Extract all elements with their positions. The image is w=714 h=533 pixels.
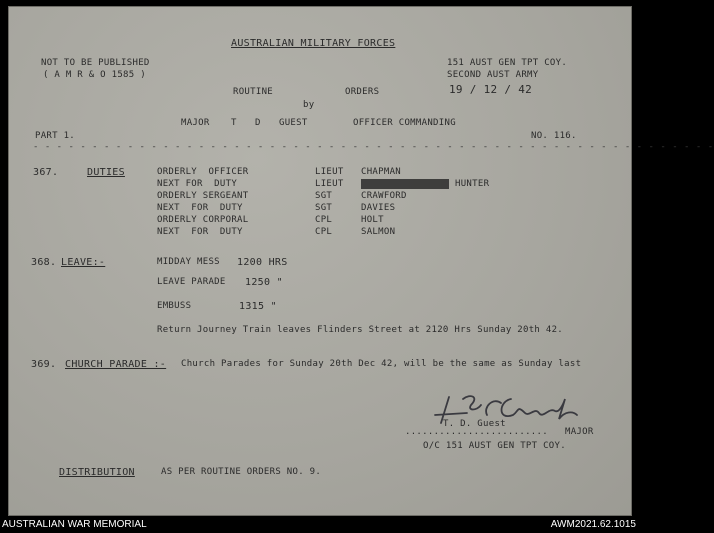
duty-name: CHAPMAN [361, 167, 402, 177]
document-page [8, 6, 714, 516]
leave-item-value: 1315 " [239, 301, 277, 312]
church-title: CHURCH PARADE :- [65, 359, 167, 370]
leave-note: Return Journey Train leaves Flinders Street at 2120 Hrs Sunday 20th 42. [157, 325, 564, 335]
by-label: by [303, 100, 315, 110]
separator-line: - - - - - - - - - - - - - - - - - - - - - - - - - - - - - - - - - - - - - - - - - - - - - - - - - - - - - - - - - - [33, 142, 714, 152]
distribution-text: AS PER ROUTINE ORDERS NO. 9. [161, 467, 322, 477]
order-number: NO. 116. [531, 131, 577, 141]
duty-name: SALMON [361, 227, 396, 237]
duty-role: ORDERLY CORPORAL [157, 215, 249, 225]
duty-name: DAVIES [361, 203, 396, 213]
leave-item-label: MIDDAY MESS [157, 257, 220, 267]
leave-item-label: EMBUSS [157, 301, 192, 311]
unit-name: 151 AUST GEN TPT COY. [447, 58, 568, 68]
amr-reference: ( A M R & O 1585 ) [43, 70, 146, 80]
leave-item-value: 1200 HRS [237, 257, 288, 268]
officer-commanding-label: OFFICER COMMANDING [353, 118, 456, 128]
force-heading: AUSTRALIAN MILITARY FORCES [231, 38, 396, 49]
signature-dot-line: ......................... [405, 427, 548, 437]
duty-role: NEXT FOR DUTY [157, 203, 243, 213]
church-number: 369. [31, 359, 57, 370]
signatory-unit: O/C 151 AUST GEN TPT COY. [423, 441, 566, 451]
duty-rank: SGT [315, 191, 333, 201]
signatory-rank: MAJOR [565, 427, 594, 437]
orders-label: ORDERS [345, 87, 380, 97]
duty-name: HUNTER [455, 179, 490, 189]
part-label: PART 1. [35, 131, 76, 141]
duty-role: NEXT FOR DUTY [157, 227, 243, 237]
footer-institution: AUSTRALIAN WAR MEMORIAL [2, 519, 147, 530]
leave-item-value: 1250 " [245, 277, 283, 288]
duties-number: 367. [33, 167, 59, 178]
duty-name: CRAWFORD [361, 191, 407, 201]
footer-accession-number: AWM2021.62.1015 [550, 519, 636, 530]
leave-title: LEAVE:- [61, 257, 106, 268]
duty-rank: CPL [315, 215, 333, 225]
duty-rank: SGT [315, 203, 333, 213]
routine-label: ROUTINE [233, 87, 274, 97]
initial-t: T [231, 118, 237, 128]
struck-out-name [361, 179, 449, 189]
guest-label: GUEST [279, 118, 308, 128]
church-text: Church Parades for Sunday 20th Dec 42, will be the same as Sunday last [181, 359, 582, 369]
duty-role: NEXT FOR DUTY [157, 179, 238, 189]
duty-rank: CPL [315, 227, 333, 237]
duty-role: ORDERLY SERGEANT [157, 191, 249, 201]
leave-item-label: LEAVE PARADE [157, 277, 226, 287]
duty-name: HOLT [361, 215, 384, 225]
duties-title: DUTIES [87, 167, 125, 178]
not-published-note: NOT TO BE PUBLISHED [41, 58, 150, 68]
initial-d: D [255, 118, 261, 128]
order-date: 19 / 12 / 42 [449, 83, 533, 96]
duty-role: ORDERLY OFFICER [157, 167, 249, 177]
distribution-label: DISTRIBUTION [59, 467, 135, 478]
signatory-name: T. D. Guest [443, 419, 506, 429]
army-name: SECOND AUST ARMY [447, 70, 539, 80]
leave-number: 368. [31, 257, 57, 268]
duty-rank: LIEUT [315, 167, 344, 177]
major-label: MAJOR [181, 118, 210, 128]
duty-rank: LIEUT [315, 179, 344, 189]
